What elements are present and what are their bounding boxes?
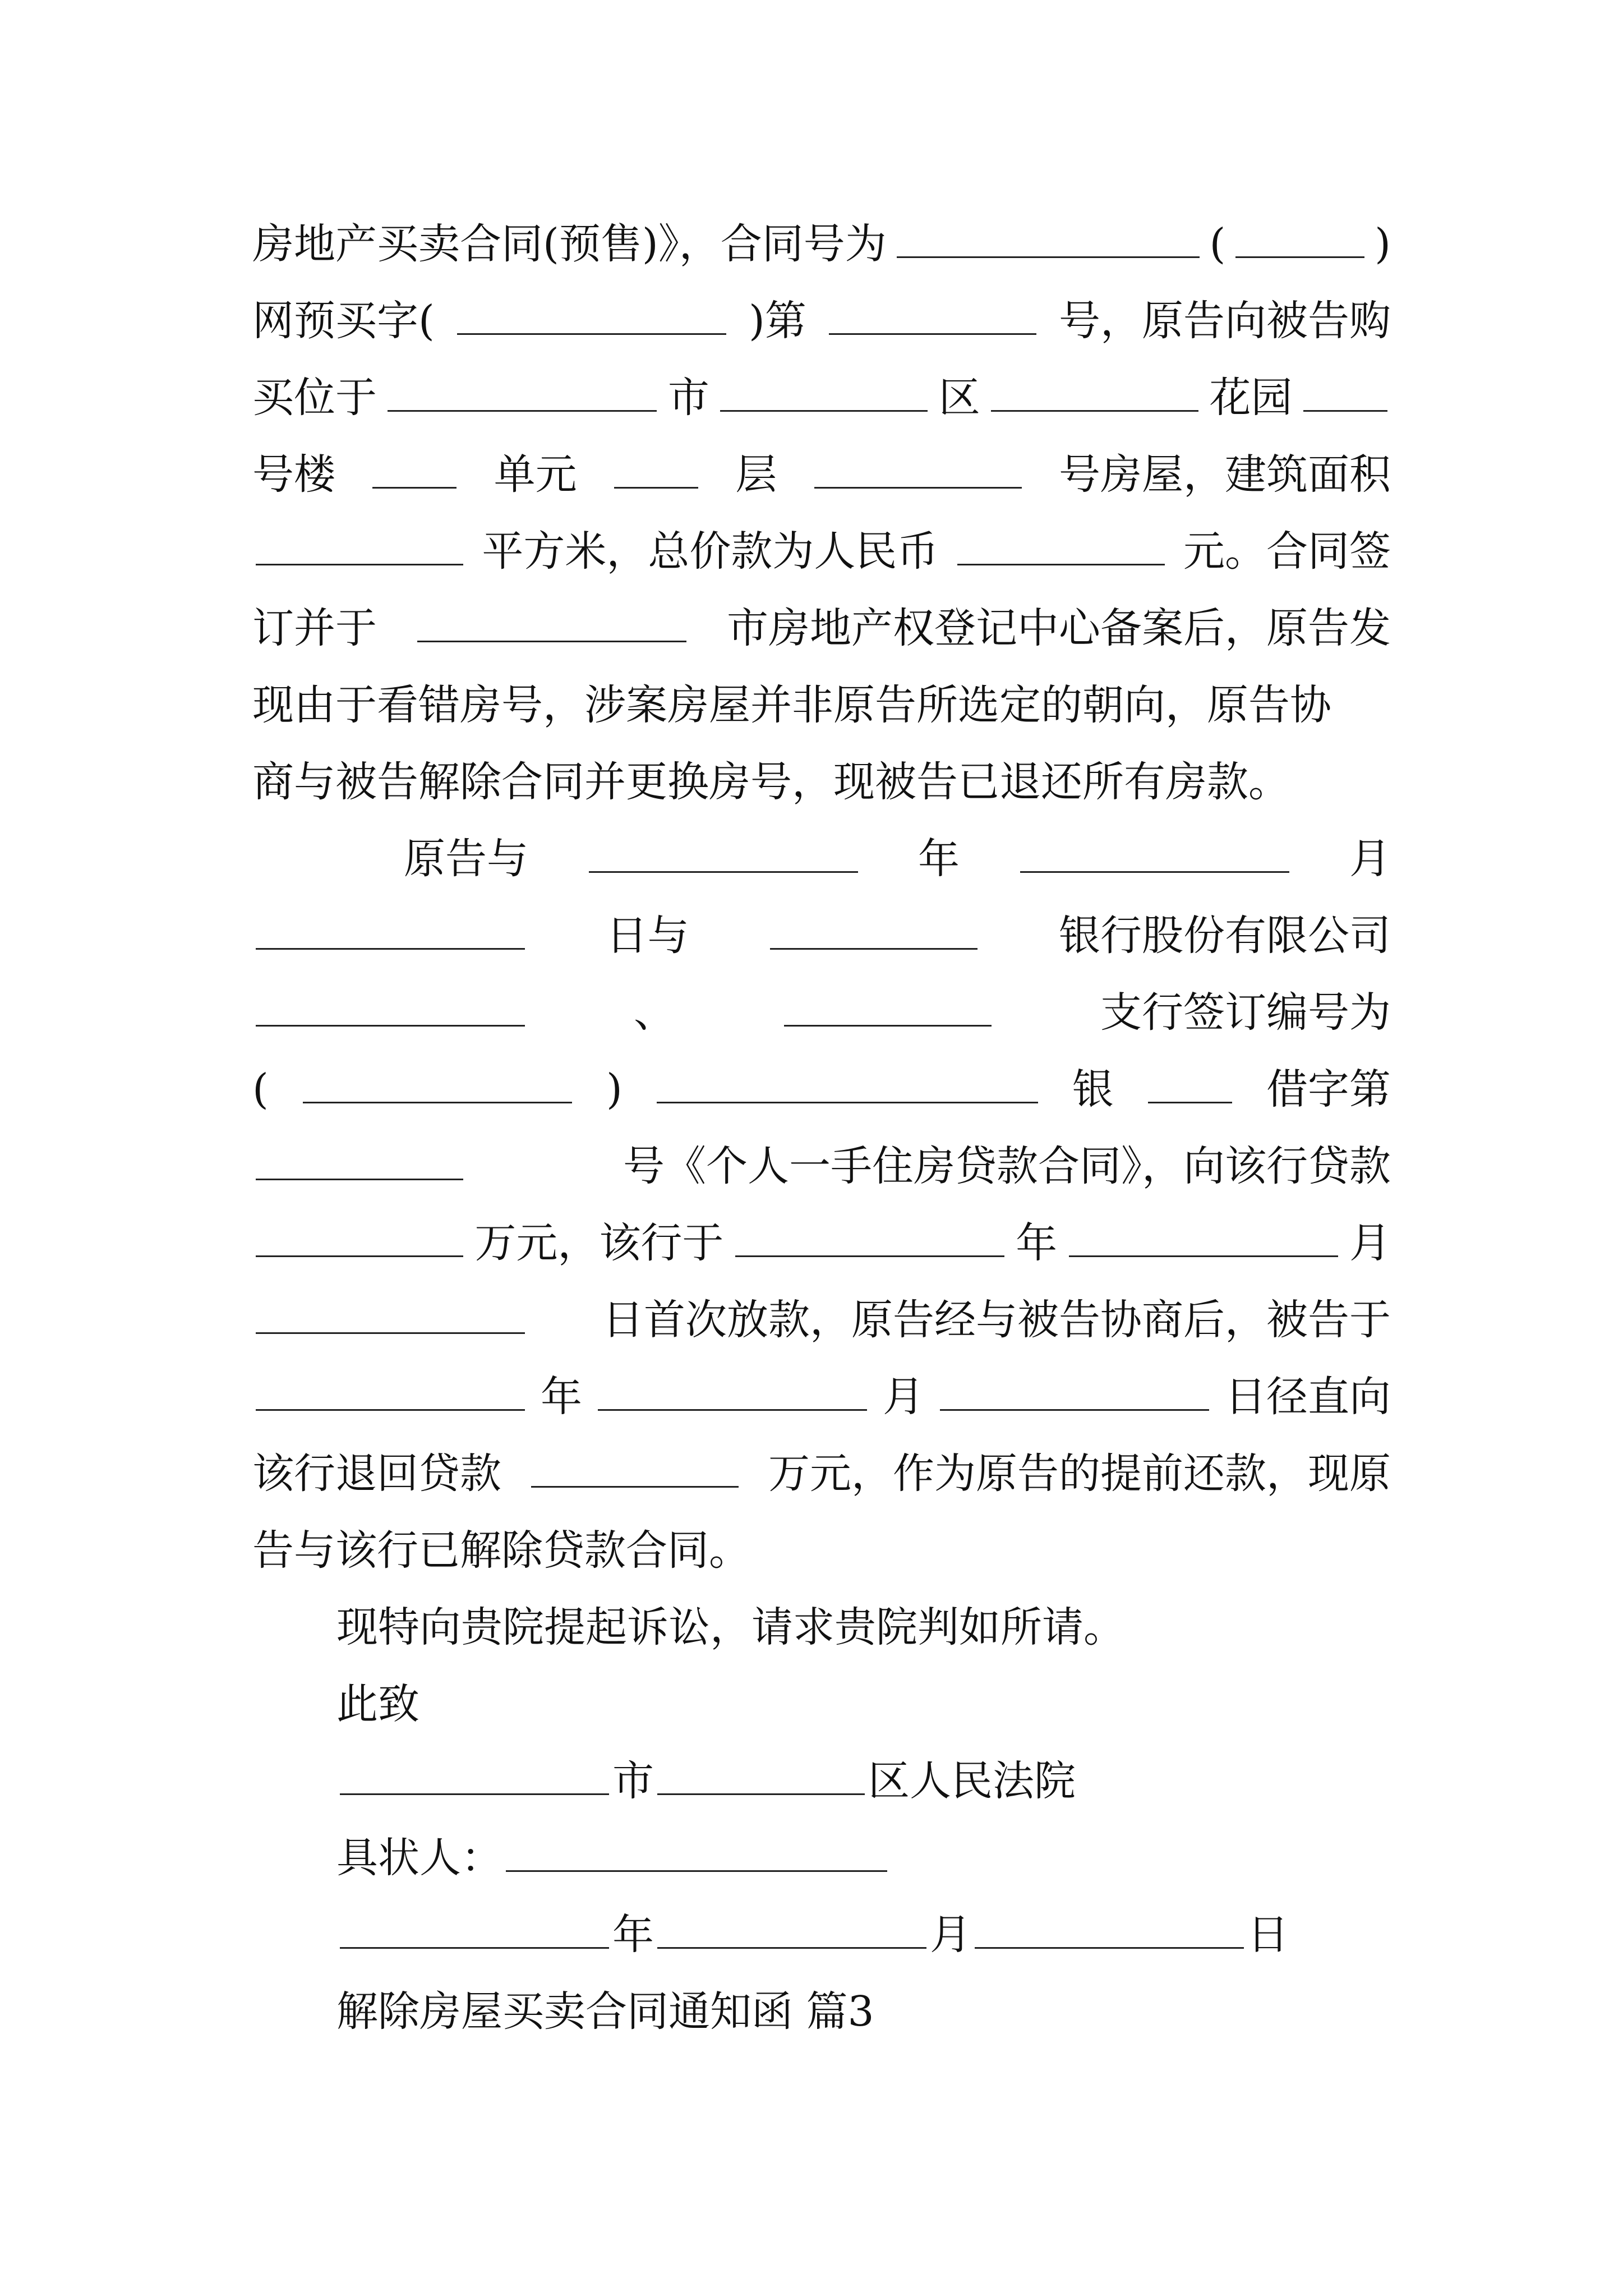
text-line (252, 287, 1391, 355)
text-line (252, 1056, 1391, 1123)
fill-blank (303, 1066, 572, 1103)
text-segment: 区人民法院 (868, 1757, 1076, 1805)
text-segment: 区 (938, 374, 980, 422)
text-segment: ( (1209, 220, 1226, 268)
text-line (252, 210, 1391, 278)
text-segment: 日径直向 (1225, 1373, 1391, 1421)
fill-blank (1020, 835, 1289, 873)
text-segment: 买位于 (252, 374, 377, 422)
text-segment: ) (606, 1065, 623, 1114)
text-segment: 市房地产权登记中心备案后，原告发 (727, 604, 1391, 652)
fill-blank (388, 374, 657, 412)
text-line (252, 1517, 1391, 1584)
fill-blank (1235, 220, 1364, 258)
fill-blank (614, 451, 698, 489)
fill-blank (256, 1296, 525, 1334)
text-segment: 具状人： (336, 1834, 502, 1882)
fill-blank (506, 1834, 887, 1872)
text-segment: 月 (930, 1911, 971, 1959)
fill-blank (784, 989, 992, 1027)
text-line (252, 1209, 1391, 1277)
text-segment: ) (1375, 220, 1391, 268)
fill-blank (770, 912, 978, 950)
fill-blank (589, 835, 858, 873)
text-line (252, 748, 1391, 816)
fill-blank (256, 1143, 463, 1180)
fill-blank (256, 528, 463, 565)
text-segment: 年 (541, 1373, 582, 1421)
text-segment: 日与 (606, 912, 689, 960)
fill-blank (814, 451, 1022, 489)
text-segment: 订并于 (252, 604, 377, 652)
text-segment: 原告与 (404, 835, 528, 883)
text-line (252, 518, 1391, 585)
fill-blank (720, 374, 928, 412)
text-line (336, 1747, 1391, 1815)
text-segment: 号，原告向被告购 (1059, 297, 1391, 345)
fill-blank (940, 1373, 1209, 1411)
text-segment: 层 (735, 450, 777, 499)
fill-blank (256, 1220, 463, 1257)
text-segment: 元。合同签 (1183, 527, 1391, 576)
text-segment: 号房屋，建筑面积 (1058, 450, 1391, 499)
text-line (252, 595, 1391, 662)
text-line (252, 441, 1391, 508)
text-segment: 花园 (1209, 374, 1293, 422)
text-segment: 借字第 (1266, 1065, 1391, 1114)
section-heading (336, 1978, 1391, 2045)
fill-blank (256, 912, 525, 950)
text-segment: 市 (667, 374, 709, 422)
fill-blank (256, 1373, 525, 1411)
fill-blank (340, 1911, 609, 1949)
text-segment: 平方米，总价款为人民币 (482, 527, 939, 576)
text-line (252, 1440, 1391, 1507)
fill-blank (417, 605, 686, 642)
text-segment: 银行股份有限公司 (1058, 912, 1391, 960)
text-segment: 市 (612, 1757, 654, 1805)
text-line (252, 671, 1391, 739)
fill-blank (975, 1911, 1244, 1949)
text-segment: 年 (918, 835, 960, 883)
text-line (252, 1133, 1391, 1200)
text-segment: 网预买字( (252, 297, 435, 345)
text-segment: 单元 (494, 450, 577, 499)
fill-blank (457, 297, 726, 335)
text-segment: 年 (1016, 1219, 1058, 1267)
text-line (252, 979, 1391, 1046)
text-segment: )第 (749, 297, 806, 345)
text-segment: 现特向贵院提起诉讼，请求贵院判如所请。 (336, 1603, 1125, 1651)
text-line (252, 902, 1391, 969)
text-segment: 该行退回贷款 (252, 1450, 501, 1498)
text-segment: 月 (883, 1373, 924, 1421)
text-line (336, 1594, 1391, 1661)
text-line (252, 1286, 1391, 1354)
text-segment: 商与被告解除合同并更换房号，现被告已退还所有房款。 (252, 758, 1290, 806)
text-line (336, 1671, 1391, 1738)
text-segment: 日首次放款，原告经与被告协商后，被告于 (602, 1296, 1391, 1344)
fill-blank (1069, 1220, 1338, 1257)
text-segment: 银 (1072, 1065, 1114, 1114)
fill-blank (531, 1450, 739, 1488)
fill-blank (256, 989, 525, 1027)
text-segment: ( (252, 1065, 269, 1114)
text-segment: 支行签订编号为 (1100, 988, 1391, 1037)
text-segment: 、 (634, 988, 675, 1037)
text-line (336, 1824, 1391, 1892)
text-segment: 号《个人一手住房贷款合同》，向该行贷款 (623, 1142, 1391, 1190)
text-segment: 月 (1349, 1219, 1391, 1267)
text-segment: 日 (1247, 1911, 1289, 1959)
text-segment: 房地产买卖合同(预售)》，合同号为 (252, 220, 887, 268)
text-segment: 年 (612, 1911, 654, 1959)
text-line (252, 1363, 1391, 1430)
text-segment: 告与该行已解除贷款合同。 (252, 1526, 750, 1575)
text-segment: 此致 (336, 1680, 419, 1728)
fill-blank (897, 220, 1200, 258)
text-segment: 万元，作为原告的提前还款，现原 (768, 1450, 1391, 1498)
text-line (336, 1901, 1391, 1968)
fill-blank (991, 374, 1198, 412)
fill-blank (657, 1066, 1038, 1103)
fill-blank (829, 297, 1036, 335)
fill-blank (598, 1373, 867, 1411)
text-segment: 解除房屋买卖合同通知函 篇3 (336, 1987, 874, 2036)
fill-blank (1303, 374, 1387, 412)
text-segment: 月 (1349, 835, 1391, 883)
text-segment: 号楼 (252, 450, 335, 499)
fill-blank (372, 451, 457, 489)
fill-blank (735, 1220, 1004, 1257)
fill-blank (340, 1757, 609, 1795)
fill-blank (657, 1911, 926, 1949)
fill-blank (657, 1757, 865, 1795)
text-segment: 万元，该行于 (474, 1219, 724, 1267)
fill-blank (1148, 1066, 1232, 1103)
text-line (252, 364, 1391, 431)
text-segment: 现由于看错房号，涉案房屋并非原告所选定的朝向，原告协 (252, 681, 1331, 729)
text-line (404, 825, 1391, 892)
fill-blank (957, 528, 1165, 565)
